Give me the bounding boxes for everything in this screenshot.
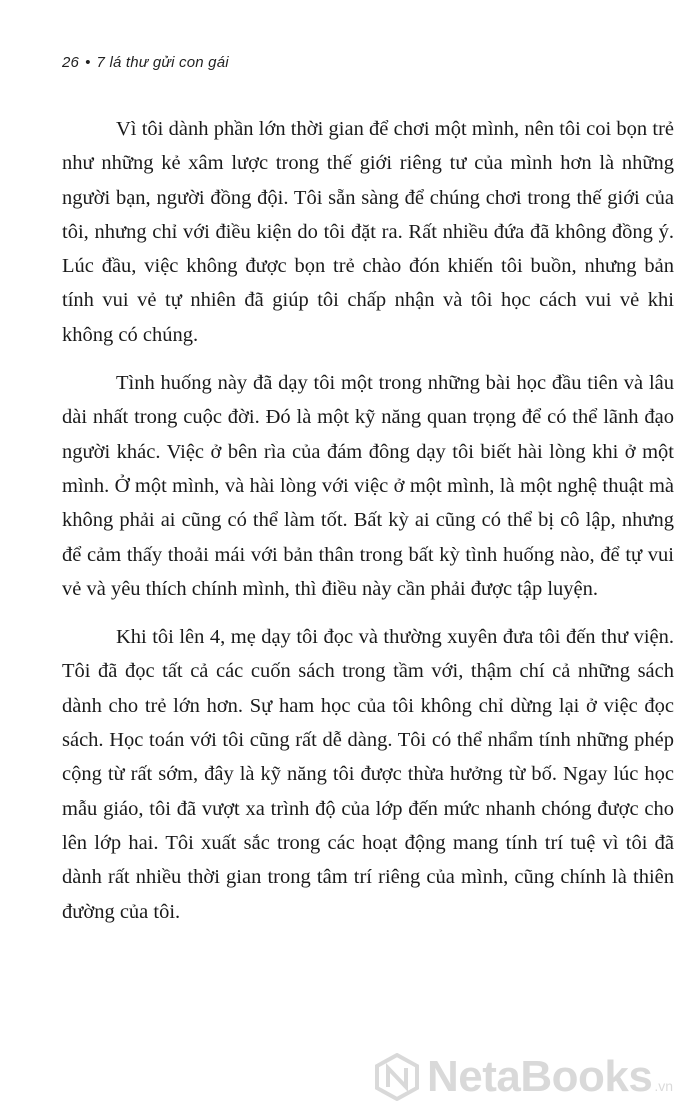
- page-number: 26: [62, 54, 80, 71]
- page-body: [62, 112, 674, 943]
- watermark: [375, 1052, 673, 1102]
- netabooks-logo-icon: [375, 1053, 419, 1101]
- book-title: 7 lá thư gửi con gái: [96, 54, 229, 71]
- watermark-brand: NetaBooks: [427, 1052, 653, 1101]
- running-header: [62, 54, 229, 71]
- paragraph-1: Vì tôi dành phần lớn thời gian để chơi một mình, nên tôi coi bọn trẻ như những kẻ xâm lược trong thế giới riêng tư của mình hơn là những người bạn, người đồng đội. Tôi sẵn sàng để chúng chơi trong thế giới của tôi, nhưng chỉ với điều kiện do tôi đặt ra. Rất nhiều đứa đã không đồng ý. Lúc đầu, việc không được bọn trẻ chào đón khiến tôi buồn, nhưng bản tính vui vẻ tự nhiên đã giúp tôi chấp nhận và tôi học cách vui vẻ khi không có chúng.: [62, 118, 674, 346]
- paragraph-3: Khi tôi lên 4, mẹ dạy tôi đọc và thường xuyên đưa tôi đến thư viện. Tôi đã đọc tất cả các cuốn sách trong tầm với, thậm chí cả những sách dành cho trẻ lớn hơn. Sự ham học của tôi không chỉ dừng lại ở việc đọc sách. Học toán với tôi cũng rất dễ dàng. Tôi có thể nhẩm tính những phép cộng từ rất sớm, đây là kỹ năng tôi được thừa hưởng từ bố. Ngay lúc học mẫu giáo, tôi đã vượt xa trình độ của lớp đến mức nhanh chóng được cho lên lớp hai. Tôi xuất sắc trong các hoạt động mang tính trí tuệ vì tôi đã dành rất nhiều thời gian trong tâm trí riêng của mình, cũng chính là thiên đường của tôi.: [62, 626, 674, 923]
- watermark-suffix: .vn: [654, 1078, 674, 1094]
- header-separator: •: [85, 54, 91, 71]
- paragraph-2: Tình huống này đã dạy tôi một trong những bài học đầu tiên và lâu dài nhất trong cuộc đời. Đó là một kỹ năng quan trọng để có thể lãnh đạo người khác. Việc ở bên rìa của đám đông dạy tôi biết hài lòng khi ở một mình. Ở một mình, và hài lòng với việc ở một mình, là một nghệ thuật mà không phải ai cũng có thể làm tốt. Bất kỳ ai cũng có thể bị cô lập, nhưng để cảm thấy thoải mái với bản thân trong bất kỳ tình huống nào, để tự vui vẻ và yêu thích chính mình, thì điều này cần phải được tập luyện.: [62, 372, 674, 600]
